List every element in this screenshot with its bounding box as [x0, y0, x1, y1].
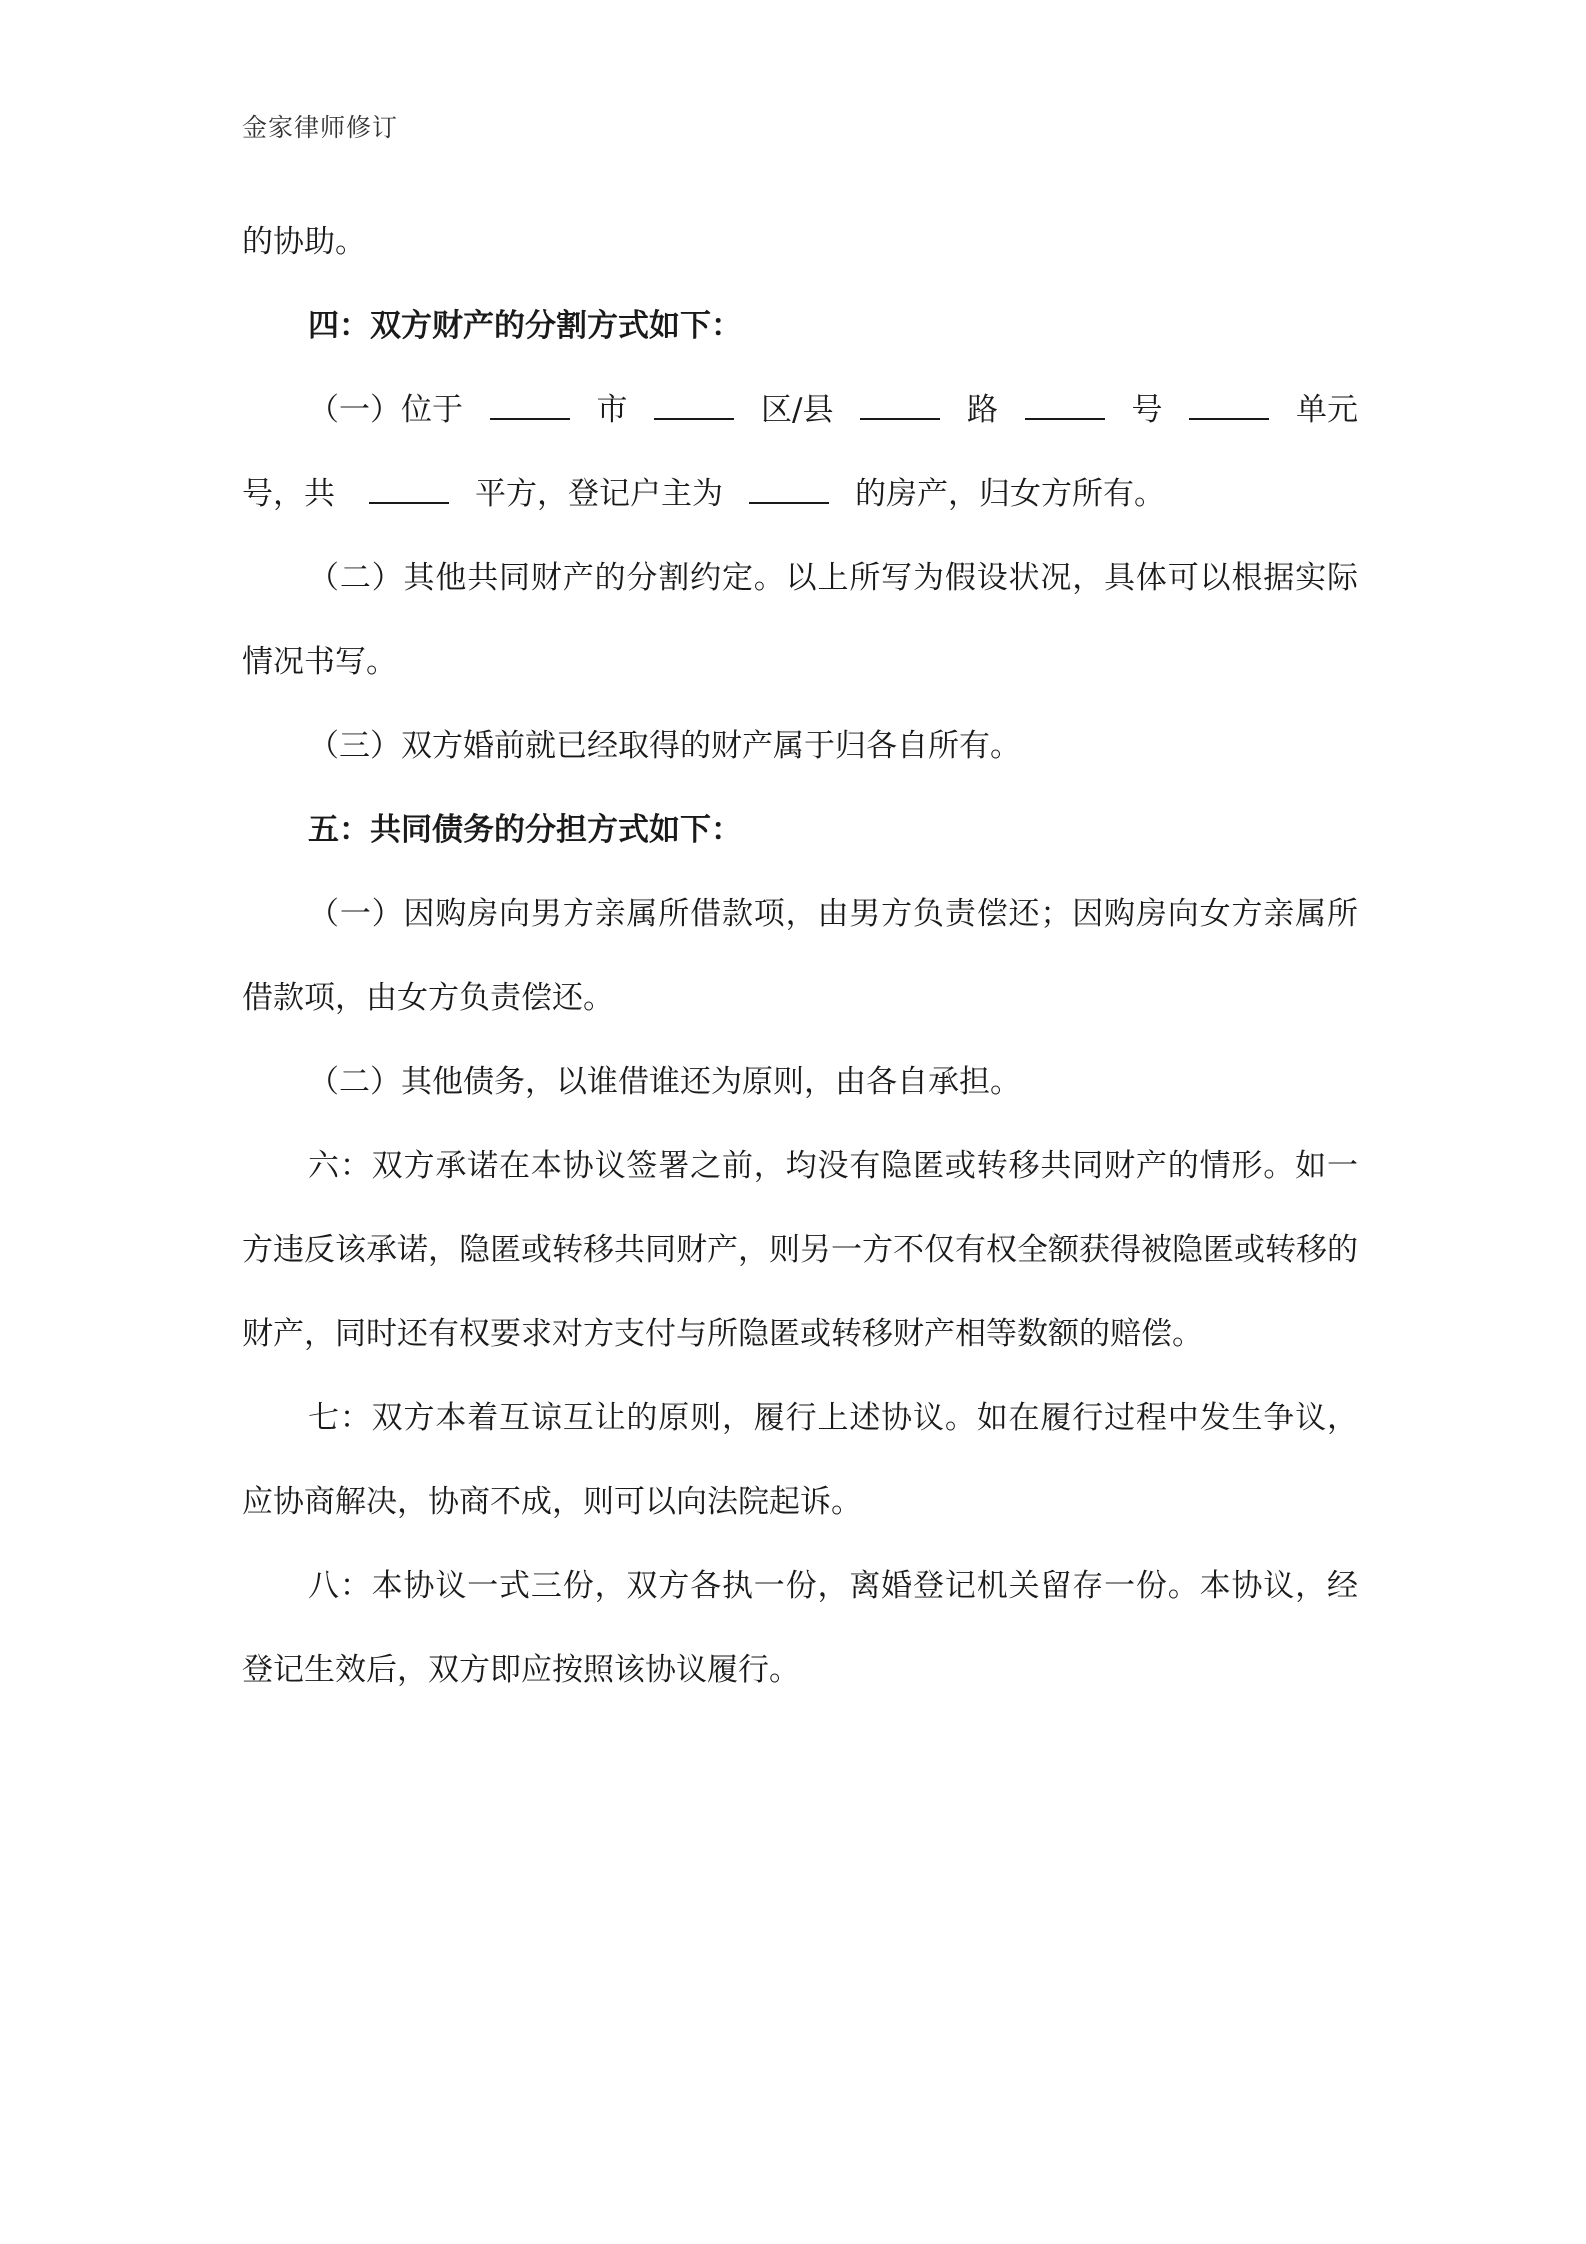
blank-district: [654, 388, 734, 420]
clause-text-number: 号: [1131, 392, 1163, 428]
clause-text-located-at: （一）位于: [308, 392, 463, 428]
paragraph-other-debt: （二）其他债务，以谁借谁还为原则，由各自承担。: [308, 1064, 1021, 1100]
paragraph-section-8: 八：本协议一式三份，双方各执一份，离婚登记机关留存一份。本协议，经登记生效后，双方即应按照该协议履行。: [242, 1568, 1358, 1688]
property-clause-line-1: [242, 368, 1358, 452]
clause-text-road: 路: [966, 392, 998, 428]
clause-text-owner: 平方，登记户主为: [475, 476, 723, 512]
paragraph-section-7: 七：双方本着互谅互让的原则，履行上述协议。如在履行过程中发生争议，应协商解决，协商不成，则可以向法院起诉。: [242, 1400, 1358, 1520]
paragraph-house-debt: （一）因购房向男方亲属所借款项，由男方负责偿还；因购房向女方亲属所借款项，由女方负责偿还。: [242, 896, 1358, 1016]
clause-text-city: 市: [596, 392, 628, 428]
clause-text-property-to-wife: 的房产，归女方所有。: [855, 476, 1165, 512]
paragraph-premarital-property: （三）双方婚前就已经取得的财产属于归各自所有。: [308, 728, 1021, 764]
document-body: [242, 200, 1358, 1712]
property-clause-line-2: [242, 452, 1358, 536]
paragraph-other-property: （二）其他共同财产的分割约定。以上所写为假设状况，具体可以根据实际情况书写。: [242, 560, 1358, 680]
section-heading-5: 五：共同债务的分担方式如下：: [308, 812, 742, 848]
paragraph-section-6: 六：双方承诺在本协议签署之前，均没有隐匿或转移共同财产的情形。如一方违反该承诺，隐匿或转移共同财产，则另一方不仅有权全额获得被隐匿或转移的财产，同时还有权要求对方支付与所隐匿或转移财产相等数额的赔偿。: [242, 1148, 1358, 1352]
clause-text-unit: 单元: [1295, 392, 1358, 428]
section-heading-4: 四：双方财产的分割方式如下：: [308, 308, 742, 344]
blank-road-name: [860, 388, 940, 420]
blank-area: [369, 472, 449, 504]
paragraph-continuation: 的协助。: [242, 224, 366, 260]
page-header: 金家律师修订: [242, 113, 399, 142]
blank-number: [1025, 388, 1105, 420]
blank-owner: [749, 472, 829, 504]
blank-unit: [1189, 388, 1269, 420]
clause-text-district: 区/县: [761, 392, 834, 428]
clause-text-room-total: 号，共: [242, 476, 335, 512]
blank-city: [490, 388, 570, 420]
